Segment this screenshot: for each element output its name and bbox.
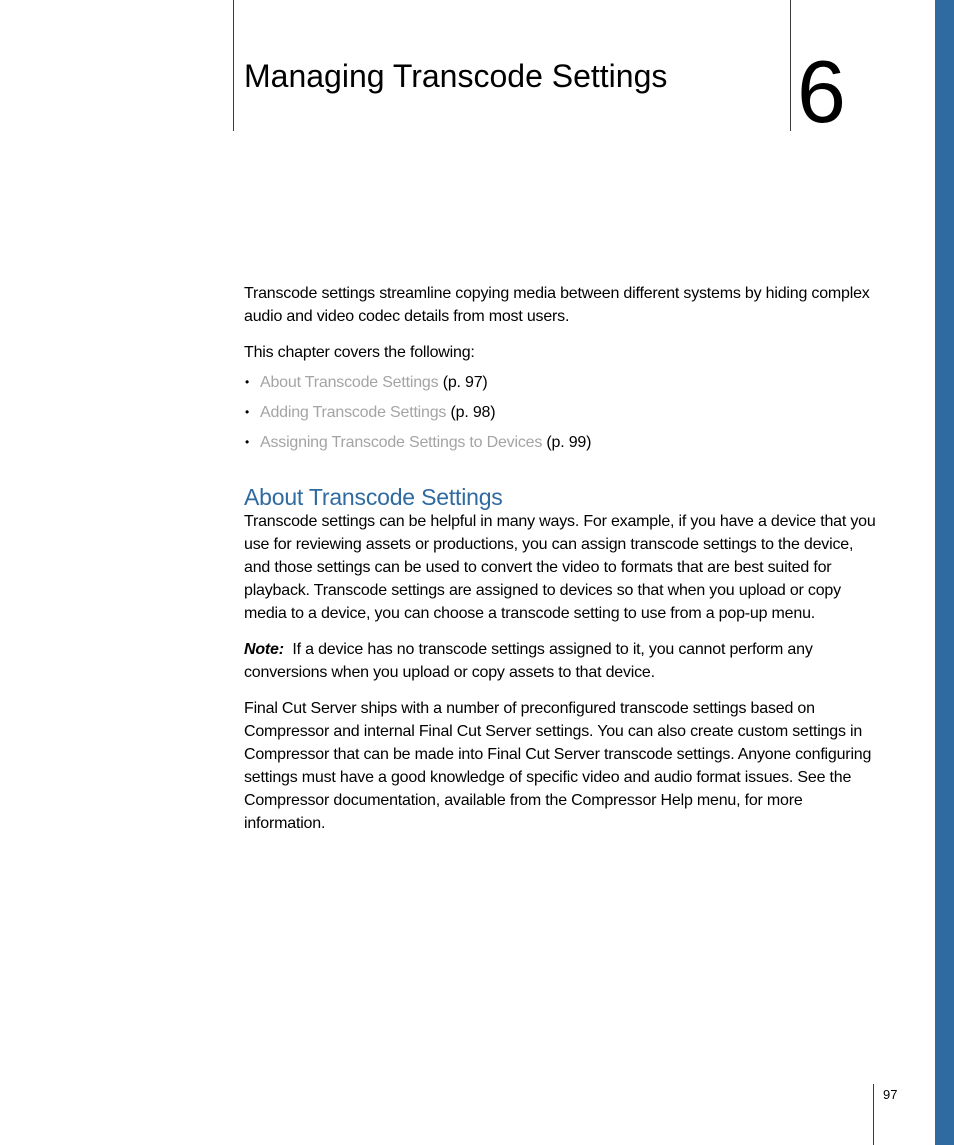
page-number: 97 [883,1087,898,1102]
toc-page-ref: (p. 97) [442,374,488,391]
toc-link-adding[interactable]: Adding Transcode Settings [260,404,447,421]
bullet-icon: • [245,375,250,389]
toc-page-ref: (p. 98) [450,404,496,421]
bullet-icon: • [245,405,250,419]
note-label: Note: [244,641,284,658]
chapter-title: Managing Transcode Settings [244,58,668,94]
chapter-number: 6 [797,42,846,141]
section-paragraph-2: Final Cut Server ships with a number of preconfigured transcode settings based on Compressor and internal Final Cut Server settings. You can also create custom settings in Compressor that can be made into Final Cut Server transcode settings. Anyone configuring settings must have a good knowledge of specific video and audio format issues. See the Compressor documentation, available from the Compressor Help menu, for more information. [244,700,872,832]
toc-page-ref: (p. 99) [546,434,592,451]
chapter-toc [244,371,880,454]
toc-item [244,431,880,454]
chapter-content [244,282,880,848]
toc-link-about[interactable]: About Transcode Settings [260,374,439,391]
intro-paragraph: Transcode settings streamline copying media between different systems by hiding complex audio and video codec details from most users. [244,285,870,325]
side-color-bar [935,0,954,1145]
header-rule-right [790,0,791,131]
bullet-icon: • [245,435,250,449]
note-paragraph [244,638,880,684]
note-text: If a device has no transcode settings assigned to it, you cannot perform any conversions when you upload or copy assets to that device. [244,641,813,681]
toc-link-assigning[interactable]: Assigning Transcode Settings to Devices [260,434,543,451]
toc-item [244,371,880,394]
header-rule-left [233,0,234,131]
section-paragraph-1: Transcode settings can be helpful in many ways. For example, if you have a device that you use for reviewing assets or productions, you can assign transcode settings to the device, and those settings can be used to convert the video to formats that are best suited for playback. Transcode settings are assigned to devices so that when you upload or copy media to a device, you can choose a transcode setting to use from a pop-up menu. [244,513,876,622]
section-heading: About Transcode Settings [244,484,503,510]
footer-rule [873,1084,874,1145]
toc-lead: This chapter covers the following: [244,344,475,361]
toc-item [244,401,880,424]
